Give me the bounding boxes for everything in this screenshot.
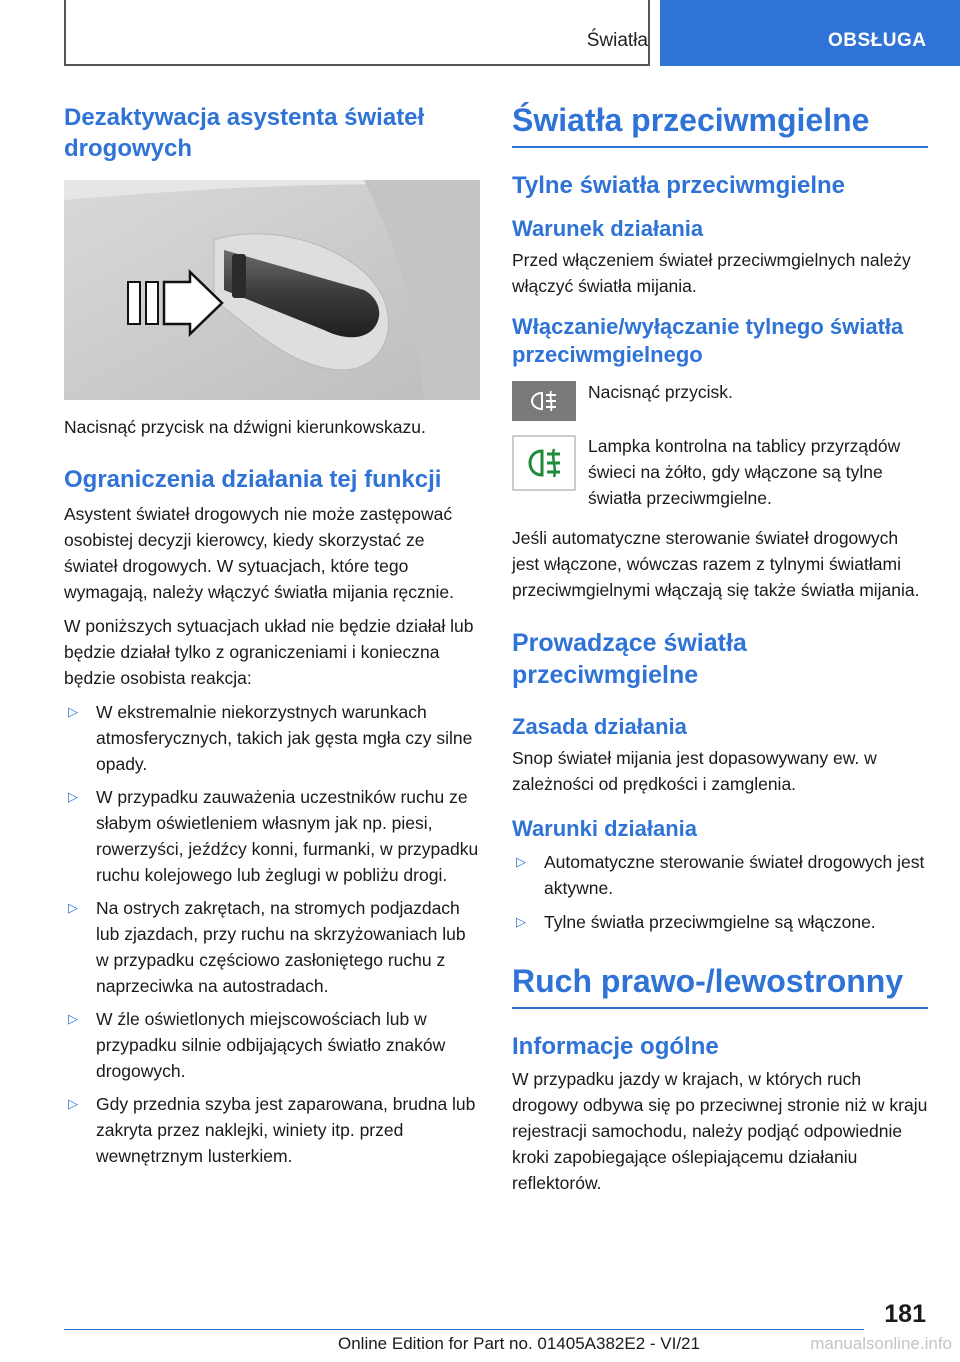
- page-number: 181: [884, 1300, 926, 1328]
- triangle-bullet-icon: ▷: [68, 789, 78, 804]
- limits-paragraph-1: Asystent świateł drogowych nie może zastępować osobistej decyzji kierowcy, kiedy skorzystać ze świateł drogowych. W sytuacjach, które tego wymagają, należy włączyć światła mijania ręcznie.: [64, 504, 455, 602]
- lever-caption: Nacisnąć przycisk na dźwigni kierunkowskazu.: [64, 417, 426, 437]
- condition-heading: Warunek działania: [512, 216, 704, 241]
- left-column: [64, 100, 480, 1169]
- deactivation-heading: Dezaktywacja asystenta świateł drogowych: [64, 104, 425, 162]
- general-info-text: W przypadku jazdy w krajach, w których ruch drogowy odbywa się po przeciwnej stronie niż w kraju rejestracji samochodu, należy podjąć odpowiednie kroki zapobiegające oślepiającemu działaniu reflektorów.: [512, 1069, 928, 1193]
- rear-fog-heading: Tylne światła przeciwmgielne: [512, 172, 845, 199]
- triangle-bullet-icon: ▷: [516, 914, 526, 929]
- limits-heading: Ograniczenia działania tej funkcji: [64, 466, 442, 493]
- conditions-heading: Warunki działania: [512, 816, 698, 841]
- turn-signal-lever-illustration: [64, 180, 480, 400]
- triangle-bullet-icon: ▷: [68, 1011, 78, 1026]
- footer-divider: [64, 1329, 864, 1330]
- header-frame: [64, 0, 650, 66]
- rear-fog-indicator-icon: [512, 435, 576, 491]
- triangle-bullet-icon: ▷: [516, 854, 526, 869]
- leading-fog-heading: Prowadzące światła przeciwmgielne: [512, 629, 747, 689]
- triangle-bullet-icon: ▷: [68, 1096, 78, 1111]
- list-item: ▷ Tylne światła przeciwmgielne są włączone.: [512, 909, 928, 935]
- tab-obsluga[interactable]: OBSŁUGA: [660, 0, 960, 66]
- traffic-heading: Ruch prawo-/lewostronny: [512, 961, 928, 1009]
- list-item: ▷ W ekstremalnie niekorzystnych warunkach atmosferycznych, takich jak gęsta mgła czy silne opady.: [64, 699, 480, 777]
- fog-lights-heading: Światła przeciwmgielne: [512, 100, 928, 148]
- conditions-list: [512, 849, 928, 935]
- principle-text: Snop świateł mijania jest dopasowywany ew. w zależności od prędkości i zamglenia.: [512, 748, 877, 794]
- limits-paragraph-2: W poniższych sytuacjach układ nie będzie działał lub będzie działał tylko z ograniczeniami i konieczna będzie osobista reakcja:: [64, 616, 474, 688]
- list-item: ▷ W przypadku zauważenia uczestników ruchu ze słabym oświetleniem własnym jak np. piesi, rowerzyści, jeźdźcy konni, furmanki, w przypadku ruchu kolejowego lub żeglugi w pobliżu drogi.: [64, 784, 480, 888]
- lever-photo: [64, 180, 480, 400]
- button-instruction: [512, 379, 928, 421]
- rear-fog-button-icon: [512, 381, 576, 421]
- list-item: ▷ Automatyczne sterowanie świateł drogowych jest aktywne.: [512, 849, 928, 901]
- edition-text: Online Edition for Part no. 01405A382E2 - VI/21: [338, 1334, 700, 1353]
- triangle-bullet-icon: ▷: [68, 900, 78, 915]
- list-item: ▷ Gdy przednia szyba jest zaparowana, brudna lub zakryta przez naklejki, winiety itp. przed wewnętrznym lusterkiem.: [64, 1091, 480, 1169]
- auto-lights-text: Jeśli automatyczne sterowanie świateł drogowych jest włączone, wówczas razem z tylnymi światłami przeciwmgielnymi włączają się także światła mijania.: [512, 528, 920, 600]
- principle-heading: Zasada działania: [512, 714, 687, 739]
- limits-list: [64, 699, 480, 1169]
- general-info-heading: Informacje ogólne: [512, 1033, 719, 1060]
- indicator-instruction: [512, 433, 928, 511]
- switch-heading: Włączanie/wyłączanie tylnego światła przeciwmgielnego: [512, 314, 904, 367]
- section-title: Światła: [586, 30, 648, 51]
- triangle-bullet-icon: ▷: [68, 704, 78, 719]
- list-item: ▷ Na ostrych zakrętach, na stromych podjazdach lub zjazdach, przy ruchu na skrzyżowaniach lub w przypadku częściowo zasłoniętego ruchu z naprzeciwka na autostradach.: [64, 895, 480, 999]
- watermark: manualsonline.info: [810, 1334, 952, 1353]
- list-item: ▷ W źle oświetlonych miejscowościach lub w przypadku silnie odbijających światło znaków drogowych.: [64, 1006, 480, 1084]
- indicator-text: Lampka kontrolna na tablicy przyrządów świeci na żółto, gdy włączone są tylne światła przeciwmgielne.: [588, 436, 901, 508]
- press-button-text: Nacisnąć przycisk.: [588, 382, 733, 402]
- right-column: [512, 100, 928, 1196]
- condition-text: Przed włączeniem świateł przeciwmgielnych należy włączyć światła mijania.: [512, 250, 911, 296]
